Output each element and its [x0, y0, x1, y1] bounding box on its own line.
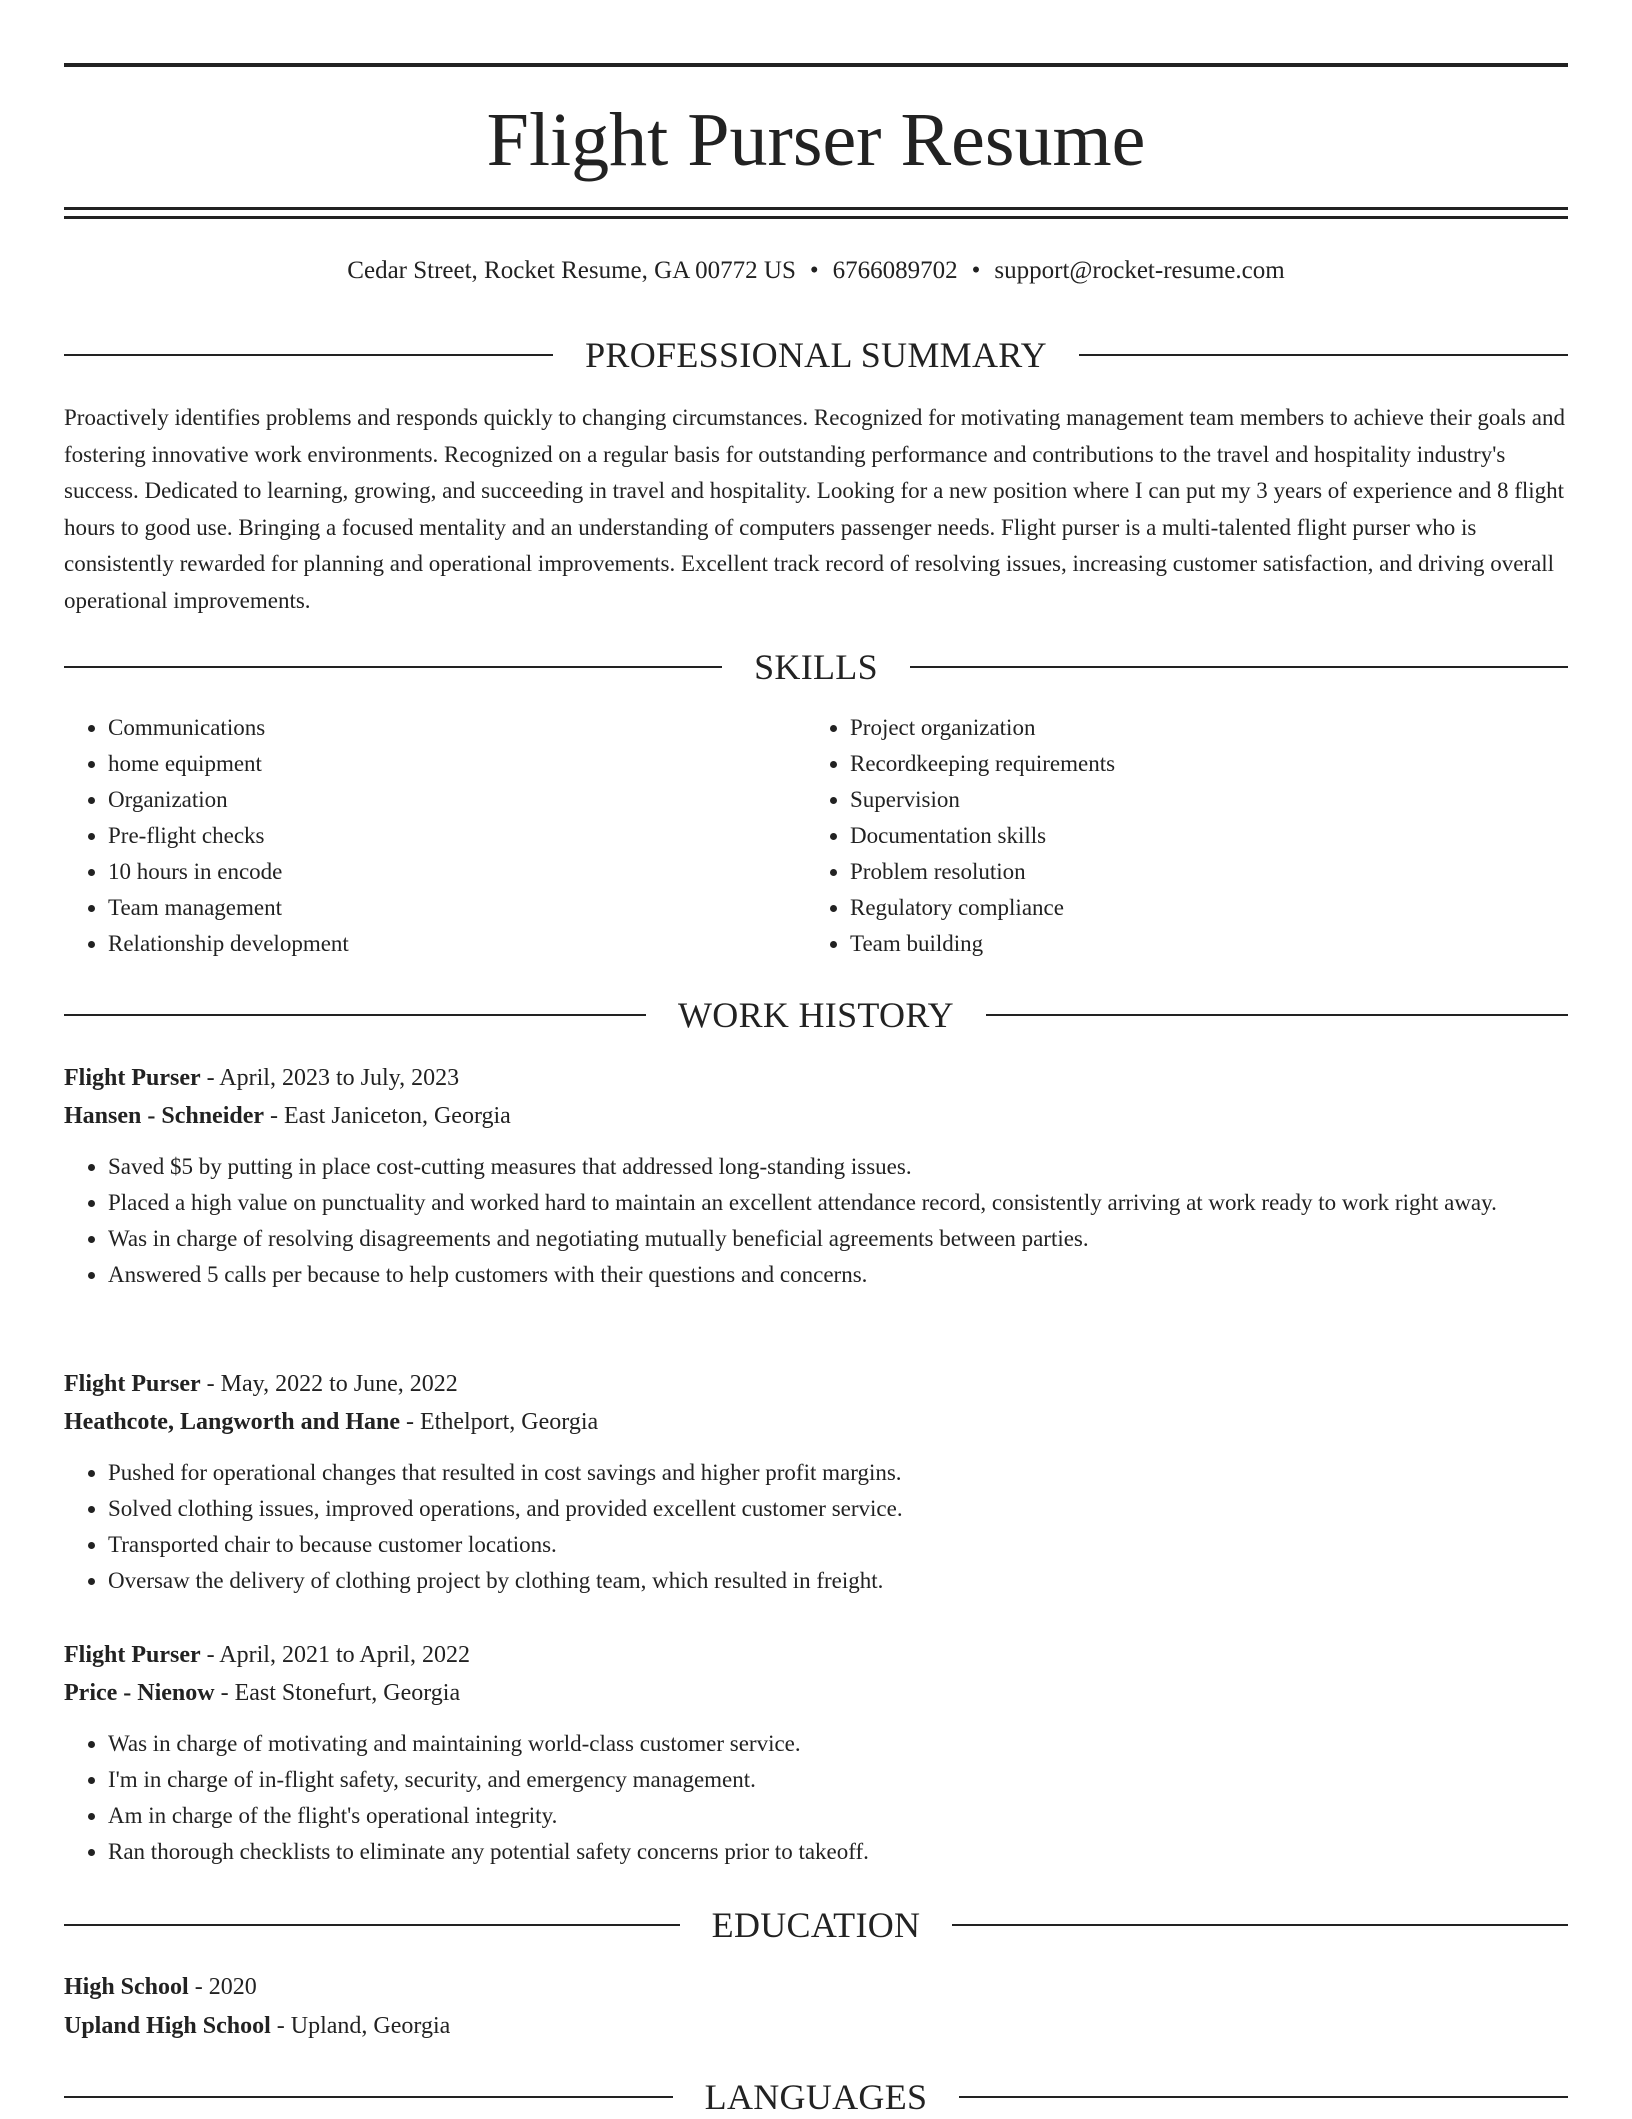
heading-rule-left [64, 666, 722, 668]
job-location: - East Stonefurt, Georgia [214, 1680, 461, 1706]
section-heading-summary [64, 333, 1568, 377]
education-degree-line [64, 1968, 1568, 2007]
job-bullets [64, 1455, 1568, 1599]
skill-item: • Relationship development [108, 926, 806, 962]
skill-item: • Organization [108, 782, 806, 818]
contact-address: Cedar Street, Rocket Resume, GA 00772 US [347, 257, 796, 284]
job-title-line [64, 1636, 1568, 1674]
education-year: - 2020 [188, 1974, 257, 2000]
job-bullet: • Transported chair to because customer locations. [108, 1527, 1568, 1563]
skill-item: • Supervision [850, 782, 1548, 818]
job-bullet: • Was in charge of motivating and maintaining world-class customer service. [108, 1726, 1568, 1762]
section-heading-skills [64, 645, 1568, 689]
education-location: - Upland, Georgia [270, 2013, 451, 2039]
section-heading-languages [64, 2075, 1568, 2119]
skill-item: • 10 hours in encode [108, 854, 806, 890]
top-rule [64, 63, 1568, 67]
heading-rule-right [959, 2096, 1568, 2098]
contact-separator: • [971, 257, 981, 284]
contact-line [64, 254, 1568, 288]
job-title-line [64, 1365, 1568, 1403]
job-bullets [64, 1726, 1568, 1870]
education-entry [64, 1968, 1568, 2046]
section-title: WORK HISTORY [678, 995, 954, 1035]
contact-phone: 6766089702 [832, 257, 958, 284]
education-school: Upland High School [64, 2013, 271, 2039]
job-company-line [64, 1097, 1568, 1135]
job-company: Hansen - Schneider [64, 1103, 265, 1129]
job-title-line [64, 1059, 1568, 1097]
skill-item: • Pre-flight checks [108, 818, 806, 854]
skills-list-left [64, 710, 806, 962]
title-double-rule [64, 207, 1568, 219]
contact-separator: • [809, 257, 819, 284]
heading-rule-right [952, 1924, 1568, 1926]
job-bullet: • I'm in charge of in-flight safety, security, and emergency management. [108, 1762, 1568, 1798]
job-dates: - April, 2023 to July, 2023 [200, 1065, 460, 1091]
section-heading-education [64, 1903, 1568, 1947]
job-company: Price - Nienow [64, 1680, 215, 1706]
job-bullet: • Oversaw the delivery of clothing project by clothing team, which resulted in freight. [108, 1563, 1568, 1599]
skill-item: • Communications [108, 710, 806, 746]
job-dates: - May, 2022 to June, 2022 [200, 1371, 458, 1397]
job-location: - Ethelport, Georgia [400, 1409, 599, 1435]
heading-rule-left [64, 2096, 673, 2098]
job-company-line [64, 1403, 1568, 1441]
job-bullet: • Ran thorough checklists to eliminate any potential safety concerns prior to takeoff. [108, 1834, 1568, 1870]
heading-rule-right [986, 1014, 1568, 1016]
education-degree: High School [64, 1974, 189, 2000]
job-title: Flight Purser [64, 1642, 201, 1668]
skill-item: • Team management [108, 890, 806, 926]
skill-item: • Problem resolution [850, 854, 1548, 890]
job-location: - East Janiceton, Georgia [264, 1103, 511, 1129]
job-bullet: • Saved $5 by putting in place cost-cutting measures that addressed long-standing issues. [108, 1149, 1568, 1185]
job-entry [64, 1636, 1568, 1870]
skills-columns [64, 710, 1568, 962]
heading-rule-right [910, 666, 1568, 668]
section-title: LANGUAGES [704, 2077, 928, 2117]
skill-item: • Team building [850, 926, 1548, 962]
job-bullet: • Pushed for operational changes that resulted in cost savings and higher profit margins. [108, 1455, 1568, 1491]
job-entry [64, 1059, 1568, 1293]
summary-text: Proactively identifies problems and responds quickly to changing circumstances. Recognized for motivating management team members to achieve their goals and fostering innovative work environments. Recognized on a regular basis for outstanding performance and contributions to the travel and hospitality industry's success. Dedicated to learning, growing, and succeeding in travel and hospitality. Looking for a new position where I can put my 3 years of experience and 8 flight hours to good use. Bringing a focused mentality and an understanding of computers passenger needs. Flight purser is a multi-talented flight purser who is consistently rewarded for planning and operational improvements. Excellent track record of resolving issues, increasing customer satisfaction, and driving overall operational improvements. [64, 405, 1565, 613]
heading-rule-left [64, 354, 553, 356]
skill-item: • Documentation skills [850, 818, 1548, 854]
skills-list-right [806, 710, 1548, 962]
education-school-line [64, 2007, 1568, 2046]
job-entry [64, 1365, 1568, 1599]
skill-item: • home equipment [108, 746, 806, 782]
resume-title: Flight Purser Resume [486, 98, 1146, 182]
job-dates: - April, 2021 to April, 2022 [200, 1642, 470, 1668]
skill-item: • Regulatory compliance [850, 890, 1548, 926]
job-bullet: • Placed a high value on punctuality and worked hard to maintain an excellent attendance record, consistently arriving at work ready to work right away. [108, 1185, 1568, 1221]
skill-item: • Project organization [850, 710, 1548, 746]
skill-item: • Recordkeeping requirements [850, 746, 1548, 782]
section-title: SKILLS [754, 647, 878, 687]
heading-rule-left [64, 1924, 680, 1926]
heading-rule-right [1079, 354, 1568, 356]
section-heading-work [64, 993, 1568, 1037]
job-bullet: • Answered 5 calls per because to help customers with their questions and concerns. [108, 1257, 1568, 1293]
job-company: Heathcote, Langworth and Hane [64, 1409, 400, 1435]
job-title: Flight Purser [64, 1371, 201, 1397]
section-title: PROFESSIONAL SUMMARY [585, 335, 1047, 375]
job-title: Flight Purser [64, 1065, 201, 1091]
job-bullet: • Was in charge of resolving disagreements and negotiating mutually beneficial agreements between parties. [108, 1221, 1568, 1257]
heading-rule-left [64, 1014, 646, 1016]
job-bullet: • Solved clothing issues, improved operations, and provided excellent customer service. [108, 1491, 1568, 1527]
contact-email: support@rocket-resume.com [994, 257, 1285, 284]
job-bullets [64, 1149, 1568, 1293]
job-bullet: • Am in charge of the flight's operational integrity. [108, 1798, 1568, 1834]
job-company-line [64, 1674, 1568, 1712]
section-title: EDUCATION [711, 1905, 921, 1945]
